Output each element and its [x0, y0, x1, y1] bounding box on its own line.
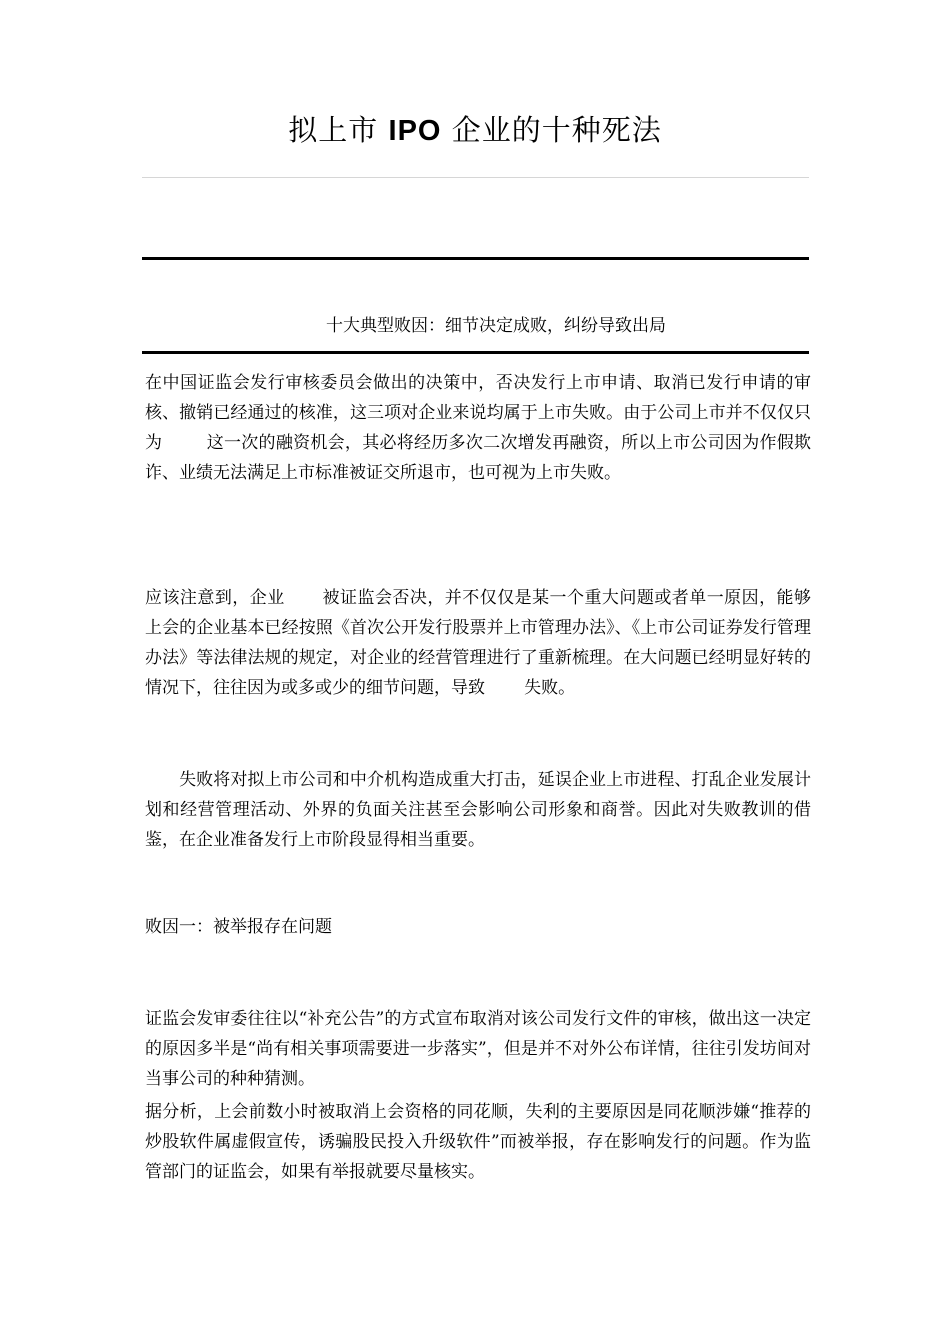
title-prefix: 拟上市: [288, 113, 379, 147]
paragraph-impact-text: 失败将对拟上市公司和中介机构造成重大打击，延误企业上市进程、打乱企业发展计划和经营管理活动、外界的负面关注甚至会影响公司形象和商誉。因此对失败教训的借鉴，在企业准备发行上市阶段显得相当重要。: [145, 770, 811, 850]
subtitle: 十大典型败因：细节决定成败，纠纷导致出局: [326, 316, 666, 336]
paragraph-note-part-a: 应该注意到，企业: [145, 588, 285, 608]
paragraph-note-part-b: 被证监会否决，并不仅仅是某一个重大问题或者单一原因，能够上会的企业基本已经按照《首次公开发行股票并上市管理办法》、《上市公司证券发行管理办法》等法律法规的规定，对企业的经营管理进行了重新梳理。在大问题已经明显好转的情况下，往往因为或多或少的细节问题，导致: [145, 588, 812, 698]
paragraph-note-part-c: 失败。: [524, 678, 576, 698]
title-latin: IPO: [388, 115, 442, 147]
subtitle-top-rule: [142, 257, 809, 260]
title-suffix: 企业的十种死法: [451, 113, 662, 147]
paragraph-analysis: 据分析，上会前数小时被取消上会资格的同花顺，失利的主要原因是同花顺涉嫌“推荐的炒股软件属虚假宣传，诱骗股民投入升级软件”而被举报，存在影响发行的问题。作为监管部门的证监会，如果有举报就要尽量核实。: [145, 1102, 811, 1182]
paragraph-reason-1: 证监会发审委往往以“补充公告”的方式宣布取消对该公司发行文件的审核，做出这一决定的原因多半是“尚有相关事项需要进一步落实”，但是并不对外公布详情，往往引发坊间对当事公司的种种猜测。: [145, 1009, 811, 1089]
page-title: [0, 112, 950, 149]
section-heading: 败因一：被举报存在问题: [145, 917, 332, 937]
subtitle-bottom-rule: [142, 351, 809, 354]
paragraph-note: [145, 583, 811, 703]
paragraph-intro: [145, 368, 811, 488]
paragraph-intro-part-a: 在中国证监会发行审核委员会做出的决策中，否决发行上市申请、取消已发行申请的审核、撤销已经通过的核准，这三项对企业来说均属于上市失败。由于公司上市并不仅仅只为: [145, 373, 811, 453]
title-divider: [142, 177, 809, 178]
paragraph-intro-part-b: 这一次的融资机会，其必将经历多次二次增发再融资，所以上市公司因为作假欺诈、业绩无法满足上市标准被证交所退市，也可视为上市失败。: [145, 433, 812, 483]
paragraph-impact: [145, 765, 811, 855]
